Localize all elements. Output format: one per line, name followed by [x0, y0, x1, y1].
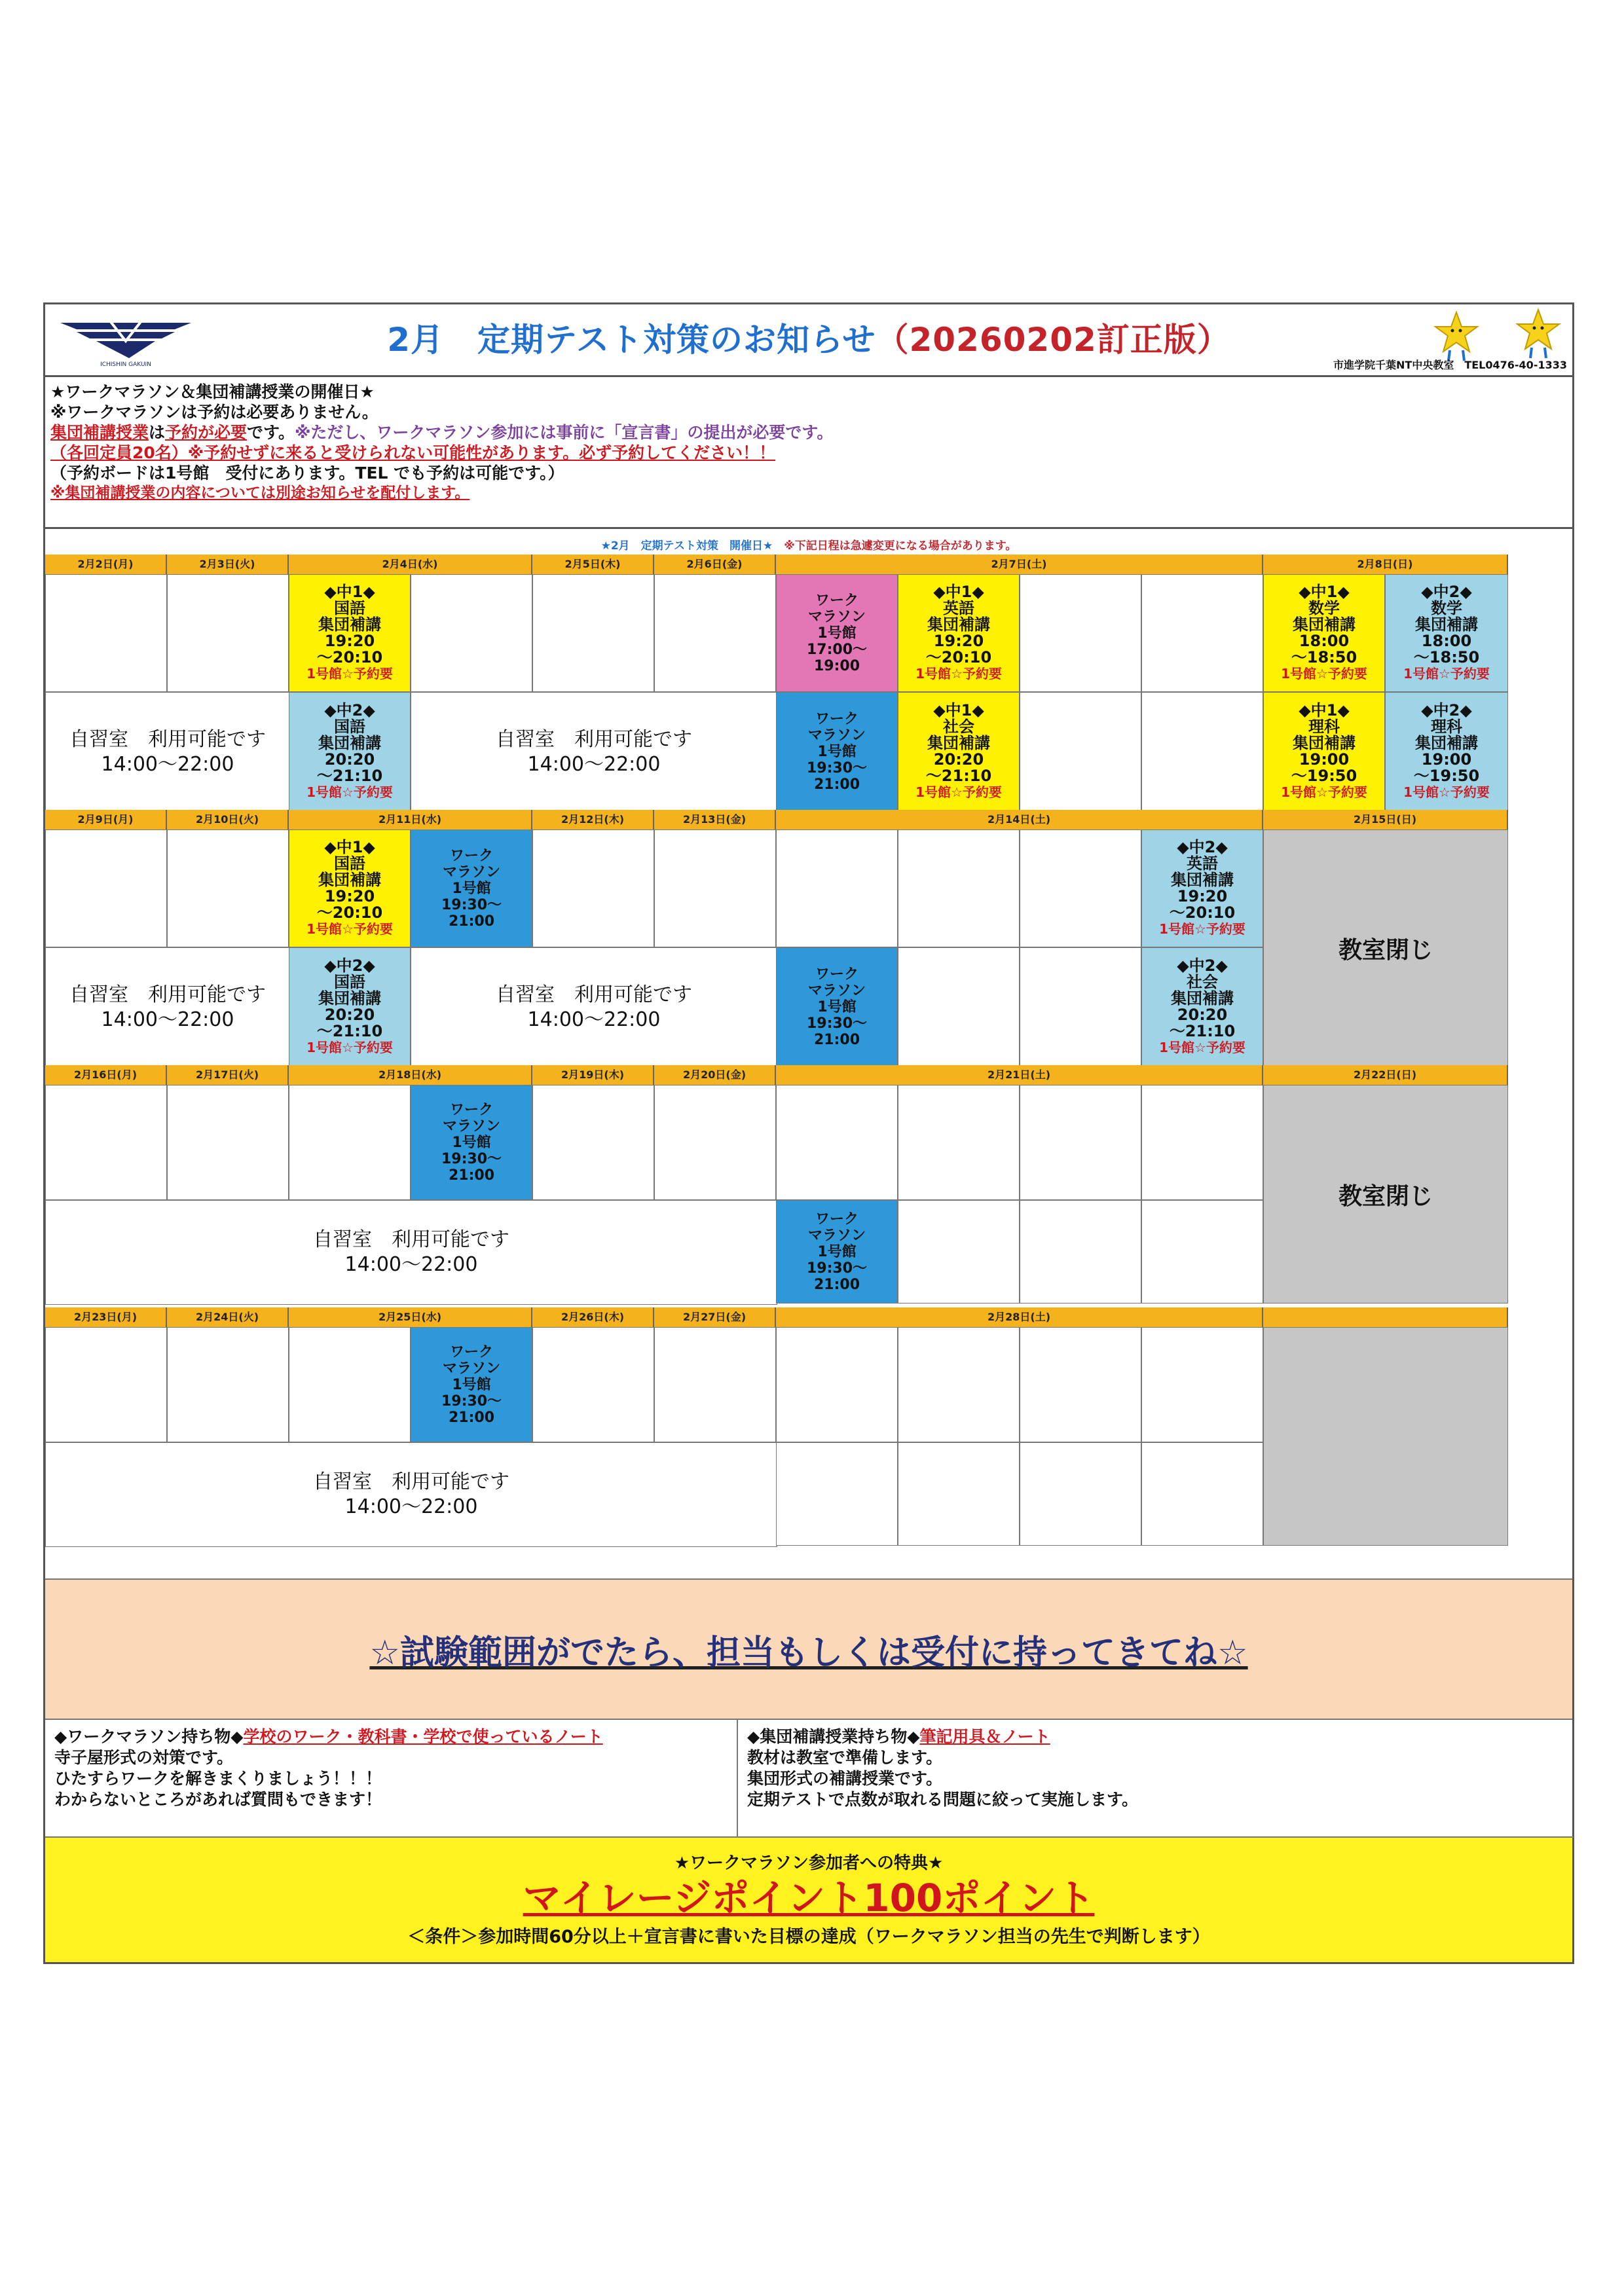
day-header: 2月24日(火) [167, 1307, 289, 1327]
calendar-cell [776, 1442, 898, 1546]
calendar-cell [45, 829, 167, 947]
day-header: 2月5日(木) [532, 555, 654, 574]
document [43, 302, 1574, 1964]
study-room-open: 自習室 利用可能です 14:00～22:00 [45, 1442, 777, 1547]
class-event: ◆中1◆ 国語 集団補講 19:20 ～20:10 1号館☆予約要 [289, 574, 411, 692]
calendar-cell [1141, 1327, 1263, 1442]
day-header: 2月19日(木) [532, 1065, 654, 1085]
calendar-cell [1020, 574, 1141, 692]
calendar-cell [654, 1327, 776, 1442]
day-header: 2月8日(日) [1263, 555, 1508, 574]
calendar-cell [289, 1327, 411, 1442]
day-header: 2月12日(木) [532, 810, 654, 829]
calendar-cell [1020, 1442, 1141, 1546]
class-event: ◆中1◆ 数学 集団補講 18:00 ～18:50 1号館☆予約要 [1263, 574, 1385, 692]
calendar-cell [1141, 574, 1263, 692]
classroom-closed: 教室閉じ [1263, 1085, 1508, 1303]
divider [45, 375, 1572, 377]
day-header [1263, 1307, 1508, 1327]
calendar-cell [167, 574, 289, 692]
benefit-points: マイレージポイント100ポイント [523, 1876, 1095, 1920]
day-header: 2月21日(土) [776, 1065, 1263, 1085]
day-header: 2月28日(土) [776, 1307, 1263, 1327]
day-header: 2月13日(金) [654, 810, 776, 829]
calendar-cell [1141, 1085, 1263, 1200]
calendar-cell [776, 1085, 898, 1200]
class-event: ◆中1◆ 理科 集団補講 19:00 ～19:50 1号館☆予約要 [1263, 692, 1385, 811]
info-line: ★ワークマラソン＆集団補講授業の開催日★ [50, 382, 375, 401]
workmarathon-event: ワーク マラソン 1号館 17:00～ 19:00 [776, 574, 898, 692]
day-header: 2月25日(水) [289, 1307, 532, 1327]
class-event: ◆中1◆ 英語 集団補講 19:20 ～20:10 1号館☆予約要 [898, 574, 1020, 692]
class-event: ◆中2◆ 国語 集団補講 20:20 ～21:10 1号館☆予約要 [289, 692, 411, 811]
day-header: 2月9日(月) [45, 810, 167, 829]
day-header: 2月16日(月) [45, 1065, 167, 1085]
calendar-cell [45, 1085, 167, 1200]
class-event: ◆中2◆ 英語 集団補講 19:20 ～20:10 1号館☆予約要 [1141, 829, 1263, 947]
benefit-title: ★ワークマラソン参加者への特典★ [674, 1853, 944, 1873]
class-event: ◆中2◆ 国語 集団補講 20:20 ～21:10 1号館☆予約要 [289, 947, 411, 1066]
day-header: 2月4日(水) [289, 555, 532, 574]
workmarathon-event: ワーク マラソン 1号館 19:30～ 21:00 [411, 829, 532, 947]
class-event: ◆中2◆ 社会 集団補講 20:20 ～21:10 1号館☆予約要 [1141, 947, 1263, 1066]
info-line: ※ワークマラソンは予約は必要ありません。 [50, 403, 378, 422]
benefit-bar [45, 1838, 1572, 1962]
calendar-cell [654, 1085, 776, 1200]
calendar-cell [45, 1327, 167, 1442]
class-event: ◆中1◆ 国語 集団補講 19:20 ～20:10 1号館☆予約要 [289, 829, 411, 947]
info-line: （予約ボードは1号館 受付にあります。TEL でも予約は可能です。） [50, 464, 564, 483]
day-header: 2月17日(火) [167, 1065, 289, 1085]
study-room-open: 自習室 利用可能です 14:00～22:00 [45, 1200, 777, 1305]
page-title [45, 314, 1572, 361]
calendar-cell [167, 1327, 289, 1442]
calendar-cell [45, 574, 167, 692]
calendar-cell [532, 1327, 654, 1442]
title-main: 2月 定期テスト対策のお知らせ [387, 321, 876, 359]
calendar-cell [654, 574, 776, 692]
schedule-notice: ★2月 定期テスト対策 開催日★ ※下記日程は急遽変更になる場合があります。 [600, 539, 1017, 553]
day-header: 2月10日(火) [167, 810, 289, 829]
study-room-open: 自習室 利用可能です 14:00～22:00 [45, 947, 290, 1068]
calendar-cell [654, 829, 776, 947]
info-line: 集団補講授業は予約が必要です。※ただし、ワークマラソン参加には事前に「宣言書」の提出が必要です。 [50, 423, 834, 442]
logo-text: ICHISHIN GAKUIN [100, 361, 151, 368]
info-block [50, 382, 833, 503]
workmarathon-event: ワーク マラソン 1号館 19:30～ 21:00 [776, 947, 898, 1066]
calendar-cell [898, 829, 1020, 947]
day-header: 2月14日(土) [776, 810, 1263, 829]
calendar-cell [1263, 1327, 1508, 1546]
divider [45, 527, 1572, 529]
calendar-cell [1020, 1327, 1141, 1442]
benefit-condition: ＜条件＞参加時間60分以上＋宣言書に書いた目標の達成（ワークマラソン担当の先生で判断します） [407, 1927, 1210, 1947]
info-line: （各回定員20名）※予約せずに来ると受けられない可能性があります。必ず予約してください！！ [50, 443, 776, 462]
classroom-closed: 教室閉じ [1263, 829, 1508, 1066]
workmarathon-event: ワーク マラソン 1号館 19:30～ 21:00 [776, 692, 898, 811]
day-header: 2月27日(金) [654, 1307, 776, 1327]
calendar-cell [1141, 692, 1263, 811]
calendar-cell [167, 829, 289, 947]
study-room-open: 自習室 利用可能です 14:00～22:00 [45, 692, 290, 812]
day-header: 2月23日(月) [45, 1307, 167, 1327]
day-header: 2月6日(金) [654, 555, 776, 574]
calendar-cell [1141, 1442, 1263, 1546]
group-lesson-items: ◆集団補講授業持ち物◆筆記用具＆ノート 教材は教室で準備します。 集団形式の補講授業です。 定期テストで点数が取れる問題に絞って実施します。 [738, 1720, 1574, 1838]
calendar-cell [289, 1085, 411, 1200]
calendar-cell [1020, 947, 1141, 1066]
info-line: ※集団補講授業の内容については別途お知らせを配付します。 [50, 484, 470, 501]
exam-range-banner: ☆試験範囲がでたら、担当もしくは受付に持ってきてね☆ [45, 1578, 1572, 1720]
calendar-cell [898, 1085, 1020, 1200]
calendar-cell [898, 1442, 1020, 1546]
calendar-cell [898, 1200, 1020, 1303]
calendar-cell [1141, 1200, 1263, 1303]
workmarathon-event: ワーク マラソン 1号館 19:30～ 21:00 [411, 1327, 532, 1442]
class-event: ◆中1◆ 社会 集団補講 20:20 ～21:10 1号館☆予約要 [898, 692, 1020, 811]
day-header: 2月18日(水) [289, 1065, 532, 1085]
class-event: ◆中2◆ 数学 集団補講 18:00 ～18:50 1号館☆予約要 [1385, 574, 1508, 692]
calendar-cell [411, 574, 532, 692]
calendar-cell [898, 947, 1020, 1066]
study-room-open: 自習室 利用可能です 14:00～22:00 [411, 947, 777, 1068]
title-version: （20260202訂正版） [876, 321, 1230, 359]
calendar-cell [532, 1085, 654, 1200]
calendar-cell [776, 829, 898, 947]
calendar-cell [898, 1327, 1020, 1442]
study-room-open: 自習室 利用可能です 14:00～22:00 [411, 692, 777, 812]
workmarathon-items: ◆ワークマラソン持ち物◆学校のワーク・教科書・学校で使っているノート 寺子屋形式の対策です。 ひたすらワークを解きまくりましょう！！！ わからないところがあれば質問もできます！ [45, 1720, 738, 1838]
school-contact: 市進学院千葉NT中央教室 TEL0476-40-1333 [1333, 359, 1567, 371]
day-header: 2月11日(水) [289, 810, 532, 829]
class-event: ◆中2◆ 理科 集団補講 19:00 ～19:50 1号館☆予約要 [1385, 692, 1508, 811]
workmarathon-event: ワーク マラソン 1号館 19:30～ 21:00 [411, 1085, 532, 1200]
day-header: 2月15日(日) [1263, 810, 1508, 829]
day-header: 2月20日(金) [654, 1065, 776, 1085]
day-header: 2月26日(木) [532, 1307, 654, 1327]
calendar-cell [776, 1327, 898, 1442]
day-header: 2月7日(土) [776, 555, 1263, 574]
workmarathon-event: ワーク マラソン 1号館 19:30～ 21:00 [776, 1200, 898, 1303]
calendar-cell [1020, 1200, 1141, 1303]
day-header: 2月2日(月) [45, 555, 167, 574]
calendar-cell [532, 829, 654, 947]
calendar [45, 555, 1574, 1578]
calendar-cell [532, 574, 654, 692]
calendar-cell [167, 1085, 289, 1200]
day-header: 2月22日(日) [1263, 1065, 1508, 1085]
calendar-cell [1020, 1085, 1141, 1200]
day-header: 2月3日(火) [167, 555, 289, 574]
calendar-cell [1020, 829, 1141, 947]
calendar-cell [1020, 692, 1141, 811]
